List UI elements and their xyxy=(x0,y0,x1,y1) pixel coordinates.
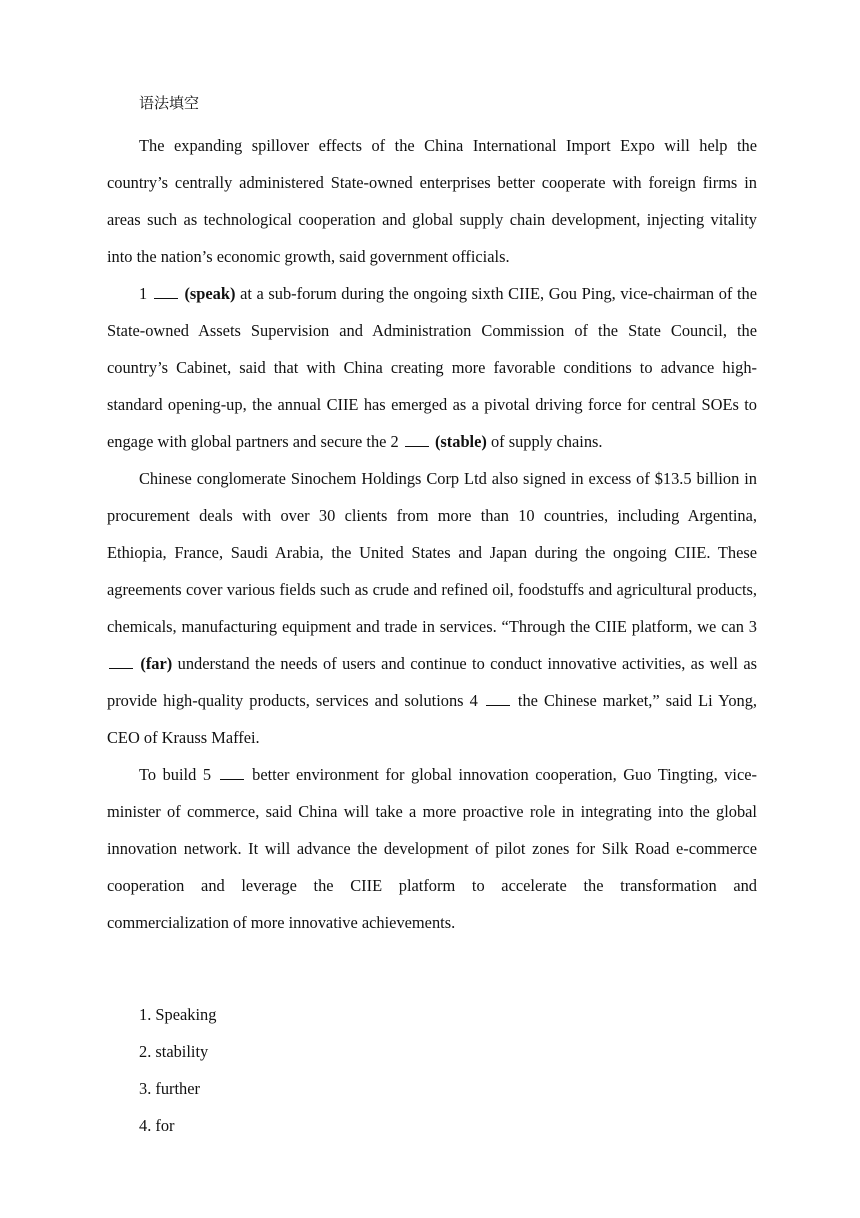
hint-speak: (speak) xyxy=(184,284,236,303)
answer-list xyxy=(107,996,757,1144)
answer-item: 1. Speaking xyxy=(139,1005,217,1024)
paragraph-text: the Chinese market,” said Li Yong, CEO of Krauss Maffei. xyxy=(107,691,758,747)
paragraph-text: better environment for global innovation cooperation, Guo Tingting, vice-minister of commerce, said China will take a more proactive role in integrating into the global innovation network. It will advance the development of pilot zones for Silk Road e-commerce cooperation and leverage the CIIE platform to accelerate the transformation and commercialization of more innovative achievements. xyxy=(107,765,757,932)
paragraph-text: Chinese conglomerate Sinochem Holdings Corp Ltd also signed in excess of $13.5 billion in procurement deals with over 30 clients from more than 10 countries, including Argentina, Ethiopia, France, Saudi Arabia, the United States and Japan during the ongoing CIIE. These agreements cover various fields such as crude and refined oil, foodstuffs and agricultural products, chemicals, manufacturing equipment and trade in services. “Through the CIIE platform, we can 3 xyxy=(107,469,757,636)
paragraph-guo-tingting xyxy=(107,756,757,941)
blank-1[interactable] xyxy=(154,288,178,299)
answer-item: 4. for xyxy=(139,1116,175,1135)
paragraph-text: understand the needs of users and continue to conduct innovative activities, as well as provide high-quality products, services and solutions 4 xyxy=(107,654,757,710)
page-title: 语法填空 xyxy=(139,94,200,112)
blank-number-1: 1 xyxy=(139,284,148,303)
paragraph-intro: The expanding spillover effects of the China International Import Expo will help the country’s centrally administered State-owned enterprises better cooperate with foreign firms in areas such as technological cooperation and global supply chain development, injecting vitality into the nation’s economic growth, said government officials. xyxy=(107,136,757,266)
paragraph-gou-ping xyxy=(107,275,757,460)
blank-2[interactable] xyxy=(405,436,429,447)
paragraph-sinochem xyxy=(107,460,757,756)
paragraph-text: To build 5 xyxy=(139,765,212,784)
blank-5[interactable] xyxy=(220,769,244,780)
hint-far: (far) xyxy=(140,654,173,673)
answer-item: 3. further xyxy=(139,1079,200,1098)
paragraph-text: of supply chains. xyxy=(490,432,603,451)
document-page xyxy=(107,90,757,1144)
paragraph-text: at a sub-forum during the ongoing sixth CIIE, Gou Ping, vice-chairman of the State-owned Assets Supervision and Administration Commission of the State Council, the country’s Cabinet, said that with China creating more favorable conditions to advance high-standard opening-up, the annual CIIE has emerged as a pivotal driving force for central SOEs to engage with global partners and secure the 2 xyxy=(107,284,757,451)
blank-4[interactable] xyxy=(486,695,510,706)
blank-3[interactable] xyxy=(109,658,133,669)
answer-item: 2. stability xyxy=(139,1042,209,1061)
hint-stable: (stable) xyxy=(434,432,487,451)
